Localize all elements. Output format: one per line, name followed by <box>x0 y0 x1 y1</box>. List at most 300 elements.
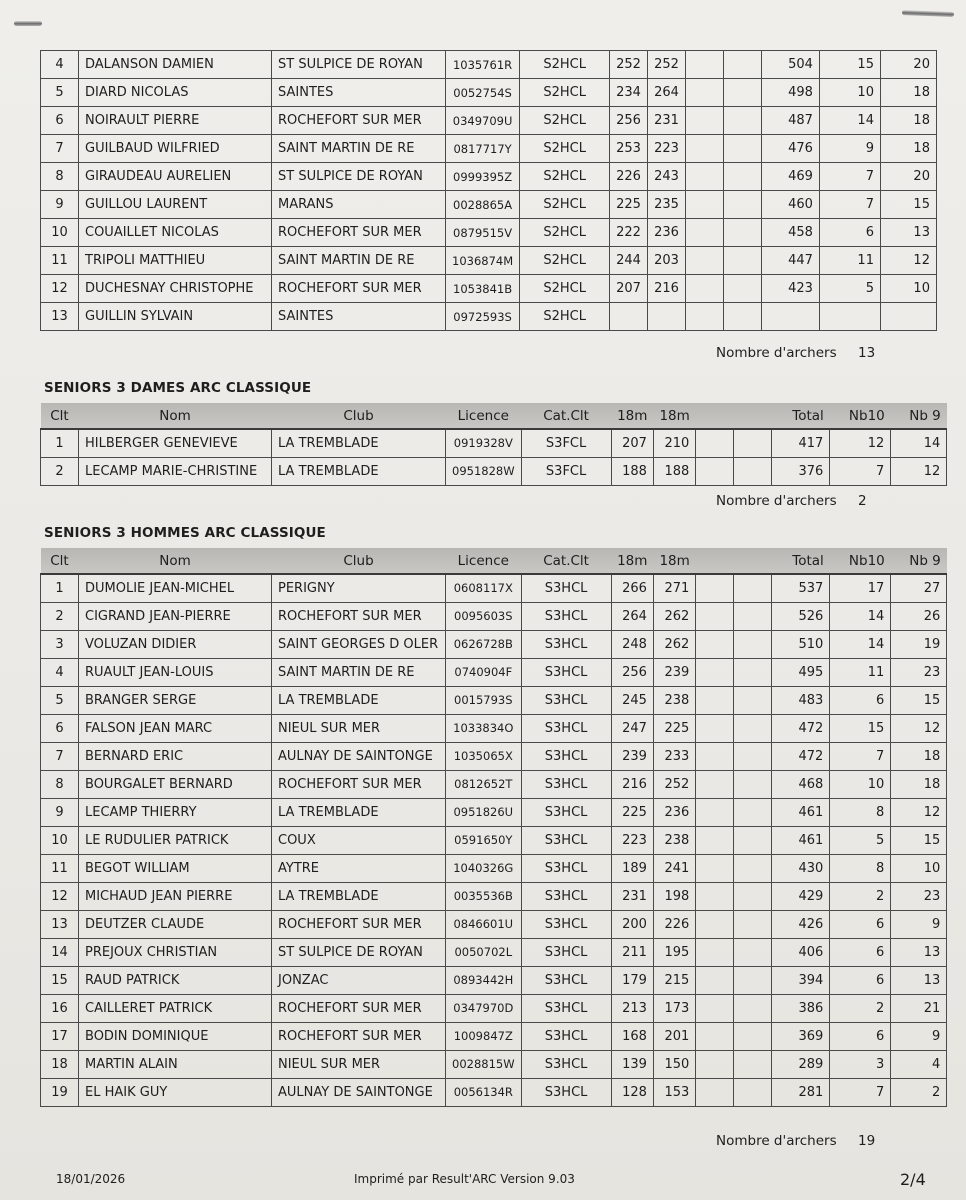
table-row <box>41 51 937 79</box>
col-header-dist4 <box>734 403 772 429</box>
cell-dist3 <box>685 275 723 303</box>
col-header-dist3 <box>696 548 734 574</box>
table-row <box>41 574 947 602</box>
cell-clt: 11 <box>41 854 79 882</box>
cell-total: 406 <box>772 938 830 966</box>
cell-dist1: 207 <box>611 429 653 457</box>
cell-dist2: 243 <box>647 163 685 191</box>
table-row <box>41 191 937 219</box>
cell-licence: 0052754S <box>446 79 520 107</box>
cell-licence: 1035761R <box>446 51 520 79</box>
cell-dist1: 245 <box>611 686 653 714</box>
footer-date: 18/01/2026 <box>56 1172 126 1186</box>
cell-licence: 0951828W <box>446 457 522 485</box>
cell-nb9: 15 <box>891 826 947 854</box>
cell-cat: S2HCL <box>520 51 610 79</box>
cell-dist4 <box>723 247 761 275</box>
cell-total: 281 <box>772 1078 830 1106</box>
cell-dist3 <box>685 79 723 107</box>
cell-dist3 <box>696 994 734 1022</box>
cell-nom: PREJOUX CHRISTIAN <box>79 938 272 966</box>
cell-total: 386 <box>772 994 830 1022</box>
cell-licence: 1036874M <box>446 247 520 275</box>
cell-nb9: 18 <box>880 107 936 135</box>
results-table-s3-hommes <box>40 548 947 1107</box>
cell-dist4 <box>723 135 761 163</box>
archer-count-label: Nombre d'archers <box>716 345 837 361</box>
cell-dist1: 223 <box>611 826 653 854</box>
cell-nom: GUILLOU LAURENT <box>79 191 272 219</box>
archer-count-row <box>716 345 875 361</box>
table-row <box>41 910 947 938</box>
cell-licence: 0035536B <box>446 882 522 910</box>
col-header-nom: Nom <box>79 548 272 574</box>
archer-count-value: 13 <box>858 345 876 361</box>
cell-nb9: 18 <box>880 135 936 163</box>
cell-nom: BEGOT WILLIAM <box>79 854 272 882</box>
cell-club: AYTRE <box>272 854 446 882</box>
cell-club: ROCHEFORT SUR MER <box>272 219 446 247</box>
cell-dist1: 189 <box>611 854 653 882</box>
col-header-dist3 <box>696 403 734 429</box>
col-header-licence: Licence <box>446 548 522 574</box>
cell-dist4 <box>734 1022 772 1050</box>
cell-nom: VOLUZAN DIDIER <box>79 630 272 658</box>
cell-dist3 <box>696 742 734 770</box>
cell-total: 417 <box>772 429 830 457</box>
cell-clt: 18 <box>41 1050 79 1078</box>
archer-count-value: 19 <box>858 1133 876 1149</box>
cell-nb10: 5 <box>830 826 891 854</box>
table-row <box>41 163 937 191</box>
cell-nb10: 6 <box>819 219 880 247</box>
cell-total: 510 <box>772 630 830 658</box>
cell-total: 289 <box>772 1050 830 1078</box>
col-header-dist1: 18m <box>611 548 653 574</box>
footer-page-number: 2/4 <box>900 1170 926 1189</box>
cell-licence: 0349709U <box>446 107 520 135</box>
table-row <box>41 429 947 457</box>
cell-licence: 0050702L <box>446 938 522 966</box>
cell-dist4 <box>723 107 761 135</box>
cell-nb10: 9 <box>819 135 880 163</box>
cell-club: ROCHEFORT SUR MER <box>272 1022 446 1050</box>
cell-nb9: 15 <box>891 686 947 714</box>
cell-nb9: 2 <box>891 1078 947 1106</box>
cell-dist2: 173 <box>653 994 695 1022</box>
cell-dist3 <box>696 574 734 602</box>
table-row <box>41 742 947 770</box>
cell-cat: S3HCL <box>521 938 611 966</box>
cell-total: 498 <box>761 79 819 107</box>
table-body <box>41 429 947 485</box>
cell-club: ST SULPICE DE ROYAN <box>272 163 446 191</box>
cell-total <box>761 303 819 331</box>
cell-dist1: 231 <box>611 882 653 910</box>
cell-nom: RAUD PATRICK <box>79 966 272 994</box>
cell-dist3 <box>696 602 734 630</box>
cell-dist1: 211 <box>611 938 653 966</box>
cell-nom: BODIN DOMINIQUE <box>79 1022 272 1050</box>
cell-dist3 <box>696 1022 734 1050</box>
cell-total: 460 <box>761 191 819 219</box>
cell-dist1: 266 <box>611 574 653 602</box>
table-body <box>41 574 947 1106</box>
col-header-cat: Cat.Clt <box>521 403 611 429</box>
cell-dist4 <box>734 966 772 994</box>
col-header-nb9: Nb 9 <box>891 548 947 574</box>
cell-nom: BOURGALET BERNARD <box>79 770 272 798</box>
cell-nb10: 2 <box>830 882 891 910</box>
cell-cat: S3HCL <box>521 1022 611 1050</box>
cell-licence: 0999395Z <box>446 163 520 191</box>
cell-cat: S3HCL <box>521 1050 611 1078</box>
cell-nb10: 11 <box>819 247 880 275</box>
cell-cat: S2HCL <box>520 191 610 219</box>
table-row <box>41 303 937 331</box>
cell-nom: GUILBAUD WILFRIED <box>79 135 272 163</box>
cell-clt: 6 <box>41 107 79 135</box>
cell-nom: DUCHESNAY CHRISTOPHE <box>79 275 272 303</box>
cell-licence: 0846601U <box>446 910 522 938</box>
cell-dist3 <box>696 658 734 686</box>
table-row <box>41 714 947 742</box>
cell-nb10: 14 <box>830 602 891 630</box>
cell-licence: 1035065X <box>446 742 522 770</box>
cell-club: SAINT MARTIN DE RE <box>272 247 446 275</box>
table-row <box>41 994 947 1022</box>
cell-nb10: 5 <box>819 275 880 303</box>
archer-count-row <box>716 1133 875 1149</box>
cell-licence: 0028815W <box>446 1050 522 1078</box>
cell-dist4 <box>723 51 761 79</box>
cell-total: 526 <box>772 602 830 630</box>
cell-club: ROCHEFORT SUR MER <box>272 275 446 303</box>
cell-licence: 0591650Y <box>446 826 522 854</box>
cell-dist4 <box>734 1078 772 1106</box>
cell-nb9: 20 <box>880 163 936 191</box>
cell-dist2: 238 <box>653 686 695 714</box>
cell-dist4 <box>734 429 772 457</box>
cell-club: ROCHEFORT SUR MER <box>272 770 446 798</box>
cell-total: 476 <box>761 135 819 163</box>
cell-total: 537 <box>772 574 830 602</box>
cell-dist3 <box>696 457 734 485</box>
cell-nb9: 13 <box>891 966 947 994</box>
table-row <box>41 275 937 303</box>
cell-clt: 11 <box>41 247 79 275</box>
cell-dist1: 222 <box>610 219 648 247</box>
cell-clt: 9 <box>41 191 79 219</box>
cell-dist2: 231 <box>647 107 685 135</box>
cell-dist1: 188 <box>611 457 653 485</box>
cell-nb10: 6 <box>830 910 891 938</box>
cell-cat: S3HCL <box>521 854 611 882</box>
cell-dist2: 195 <box>653 938 695 966</box>
cell-dist1: 239 <box>611 742 653 770</box>
col-header-total: Total <box>772 403 830 429</box>
cell-licence: 1040326G <box>446 854 522 882</box>
cell-dist4 <box>723 79 761 107</box>
cell-total: 504 <box>761 51 819 79</box>
cell-nb9 <box>880 303 936 331</box>
cell-licence: 0879515V <box>446 219 520 247</box>
cell-dist1: 207 <box>610 275 648 303</box>
cell-total: 461 <box>772 826 830 854</box>
col-header-clt: Clt <box>41 403 79 429</box>
cell-total: 447 <box>761 247 819 275</box>
cell-dist3 <box>696 630 734 658</box>
cell-nom: NOIRAULT PIERRE <box>79 107 272 135</box>
cell-dist4 <box>734 602 772 630</box>
cell-cat: S3HCL <box>521 882 611 910</box>
cell-cat: S2HCL <box>520 219 610 247</box>
cell-dist4 <box>734 910 772 938</box>
cell-dist4 <box>734 457 772 485</box>
cell-licence: 0626728B <box>446 630 522 658</box>
table-header-row <box>41 548 947 574</box>
cell-dist1 <box>610 303 648 331</box>
cell-total: 429 <box>772 882 830 910</box>
col-header-dist4 <box>734 548 772 574</box>
cell-club: LA TREMBLADE <box>272 798 446 826</box>
cell-dist3 <box>696 1078 734 1106</box>
cell-club: COUX <box>272 826 446 854</box>
cell-club: LA TREMBLADE <box>272 882 446 910</box>
archer-count-label: Nombre d'archers <box>716 493 837 509</box>
cell-clt: 4 <box>41 658 79 686</box>
cell-clt: 2 <box>41 602 79 630</box>
cell-dist4 <box>734 574 772 602</box>
cell-clt: 10 <box>41 826 79 854</box>
cell-club: ROCHEFORT SUR MER <box>272 107 446 135</box>
cell-club: NIEUL SUR MER <box>272 714 446 742</box>
cell-nb9: 12 <box>891 714 947 742</box>
cell-nom: DUMOLIE JEAN-MICHEL <box>79 574 272 602</box>
cell-cat: S3FCL <box>521 457 611 485</box>
cell-nb10: 10 <box>830 770 891 798</box>
cell-nb9: 13 <box>880 219 936 247</box>
cell-dist3 <box>685 107 723 135</box>
cell-licence: 1009847Z <box>446 1022 522 1050</box>
cell-clt: 9 <box>41 798 79 826</box>
cell-clt: 10 <box>41 219 79 247</box>
cell-nb9: 18 <box>891 770 947 798</box>
cell-dist2: 241 <box>653 854 695 882</box>
cell-nb10: 15 <box>819 51 880 79</box>
cell-dist1: 139 <box>611 1050 653 1078</box>
cell-dist2: 150 <box>653 1050 695 1078</box>
results-table-s3-dames <box>40 403 947 486</box>
cell-nb9: 18 <box>891 742 947 770</box>
cell-dist1: 256 <box>610 107 648 135</box>
cell-club: SAINTES <box>272 303 446 331</box>
cell-nb9: 10 <box>880 275 936 303</box>
cell-dist3 <box>696 938 734 966</box>
footer-printed-by: Imprimé par Result'ARC Version 9.03 <box>354 1172 575 1186</box>
cell-dist3 <box>696 910 734 938</box>
cell-nb9: 12 <box>891 798 947 826</box>
table-row <box>41 247 937 275</box>
cell-clt: 3 <box>41 630 79 658</box>
cell-licence: 1033834O <box>446 714 522 742</box>
cell-nb10: 6 <box>830 1022 891 1050</box>
cell-dist2: 223 <box>647 135 685 163</box>
cell-dist4 <box>734 994 772 1022</box>
cell-dist2: 210 <box>653 429 695 457</box>
cell-total: 423 <box>761 275 819 303</box>
cell-total: 426 <box>772 910 830 938</box>
cell-nom: COUAILLET NICOLAS <box>79 219 272 247</box>
col-header-cat: Cat.Clt <box>521 548 611 574</box>
col-header-dist2: 18m <box>653 403 695 429</box>
cell-club: SAINT GEORGES D OLER <box>272 630 446 658</box>
cell-cat: S2HCL <box>520 303 610 331</box>
table-row <box>41 1050 947 1078</box>
cell-dist1: 226 <box>610 163 648 191</box>
cell-dist2: 201 <box>653 1022 695 1050</box>
cell-licence: 1053841B <box>446 275 520 303</box>
cell-dist3 <box>696 966 734 994</box>
cell-nb10: 12 <box>830 429 891 457</box>
col-header-dist1: 18m <box>611 403 653 429</box>
cell-clt: 1 <box>41 429 79 457</box>
table-row <box>41 798 947 826</box>
cell-dist4 <box>723 303 761 331</box>
cell-dist2: 233 <box>653 742 695 770</box>
cell-total: 369 <box>772 1022 830 1050</box>
col-header-nom: Nom <box>79 403 272 429</box>
cell-nb9: 13 <box>891 938 947 966</box>
cell-club: SAINT MARTIN DE RE <box>272 658 446 686</box>
cell-clt: 17 <box>41 1022 79 1050</box>
cell-nb9: 10 <box>891 854 947 882</box>
table-row <box>41 79 937 107</box>
cell-dist1: 128 <box>611 1078 653 1106</box>
cell-clt: 8 <box>41 770 79 798</box>
cell-total: 469 <box>761 163 819 191</box>
table-row <box>41 107 937 135</box>
table-row <box>41 770 947 798</box>
cell-nom: BRANGER SERGE <box>79 686 272 714</box>
cell-cat: S3FCL <box>521 429 611 457</box>
cell-total: 495 <box>772 658 830 686</box>
cell-dist2: 226 <box>653 910 695 938</box>
cell-clt: 13 <box>41 910 79 938</box>
cell-total: 461 <box>772 798 830 826</box>
cell-dist2: 262 <box>653 602 695 630</box>
cell-nb9: 18 <box>880 79 936 107</box>
cell-dist1: 168 <box>611 1022 653 1050</box>
cell-clt: 2 <box>41 457 79 485</box>
cell-nb9: 14 <box>891 429 947 457</box>
cell-nb10: 7 <box>830 457 891 485</box>
archer-count-value: 2 <box>858 493 867 509</box>
cell-nb10: 7 <box>830 1078 891 1106</box>
cell-nb10: 8 <box>830 854 891 882</box>
cell-dist4 <box>723 191 761 219</box>
cell-dist3 <box>685 163 723 191</box>
cell-cat: S3HCL <box>521 966 611 994</box>
cell-total: 472 <box>772 742 830 770</box>
cell-nom: DIARD NICOLAS <box>79 79 272 107</box>
cell-licence: 0972593S <box>446 303 520 331</box>
cell-licence: 0608117X <box>446 574 522 602</box>
cell-cat: S3HCL <box>521 574 611 602</box>
cell-dist4 <box>734 742 772 770</box>
cell-dist2: 198 <box>653 882 695 910</box>
cell-dist1: 225 <box>611 798 653 826</box>
cell-nom: MARTIN ALAIN <box>79 1050 272 1078</box>
cell-dist2: 153 <box>653 1078 695 1106</box>
table-row <box>41 1022 947 1050</box>
cell-club: ROCHEFORT SUR MER <box>272 602 446 630</box>
cell-nb10: 2 <box>830 994 891 1022</box>
cell-nb9: 9 <box>891 910 947 938</box>
cell-clt: 4 <box>41 51 79 79</box>
cell-club: ROCHEFORT SUR MER <box>272 910 446 938</box>
table-row <box>41 882 947 910</box>
cell-licence: 0740904F <box>446 658 522 686</box>
cell-total: 468 <box>772 770 830 798</box>
cell-nb10: 11 <box>830 658 891 686</box>
cell-clt: 14 <box>41 938 79 966</box>
table-row <box>41 938 947 966</box>
cell-dist4 <box>734 882 772 910</box>
cell-dist1: 179 <box>611 966 653 994</box>
cell-nb9: 12 <box>891 457 947 485</box>
cell-licence: 0817717Y <box>446 135 520 163</box>
col-header-clt: Clt <box>41 548 79 574</box>
table-row <box>41 135 937 163</box>
cell-dist4 <box>723 275 761 303</box>
cell-club: ROCHEFORT SUR MER <box>272 994 446 1022</box>
cell-dist4 <box>734 630 772 658</box>
cell-dist1: 200 <box>611 910 653 938</box>
cell-cat: S2HCL <box>520 79 610 107</box>
cell-nb10: 15 <box>830 714 891 742</box>
cell-nb10: 7 <box>819 163 880 191</box>
cell-clt: 5 <box>41 686 79 714</box>
cell-dist2: 235 <box>647 191 685 219</box>
cell-nom: FALSON JEAN MARC <box>79 714 272 742</box>
cell-cat: S3HCL <box>521 994 611 1022</box>
cell-nb10: 7 <box>819 191 880 219</box>
cell-club: AULNAY DE SAINTONGE <box>272 1078 446 1106</box>
cell-dist3 <box>685 219 723 247</box>
cell-nb10: 6 <box>830 938 891 966</box>
cell-dist1: 256 <box>611 658 653 686</box>
cell-nb10: 3 <box>830 1050 891 1078</box>
cell-dist3 <box>696 854 734 882</box>
cell-cat: S3HCL <box>521 910 611 938</box>
cell-licence: 0347970D <box>446 994 522 1022</box>
cell-club: SAINT MARTIN DE RE <box>272 135 446 163</box>
cell-cat: S3HCL <box>521 770 611 798</box>
cell-dist4 <box>734 1050 772 1078</box>
cell-clt: 7 <box>41 135 79 163</box>
cell-cat: S3HCL <box>521 602 611 630</box>
cell-nom: EL HAIK GUY <box>79 1078 272 1106</box>
cell-club: LA TREMBLADE <box>272 457 446 485</box>
cell-licence: 0812652T <box>446 770 522 798</box>
cell-dist3 <box>696 429 734 457</box>
cell-total: 458 <box>761 219 819 247</box>
cell-nb9: 4 <box>891 1050 947 1078</box>
cell-cat: S2HCL <box>520 107 610 135</box>
cell-nb9: 21 <box>891 994 947 1022</box>
cell-nb10: 14 <box>830 630 891 658</box>
